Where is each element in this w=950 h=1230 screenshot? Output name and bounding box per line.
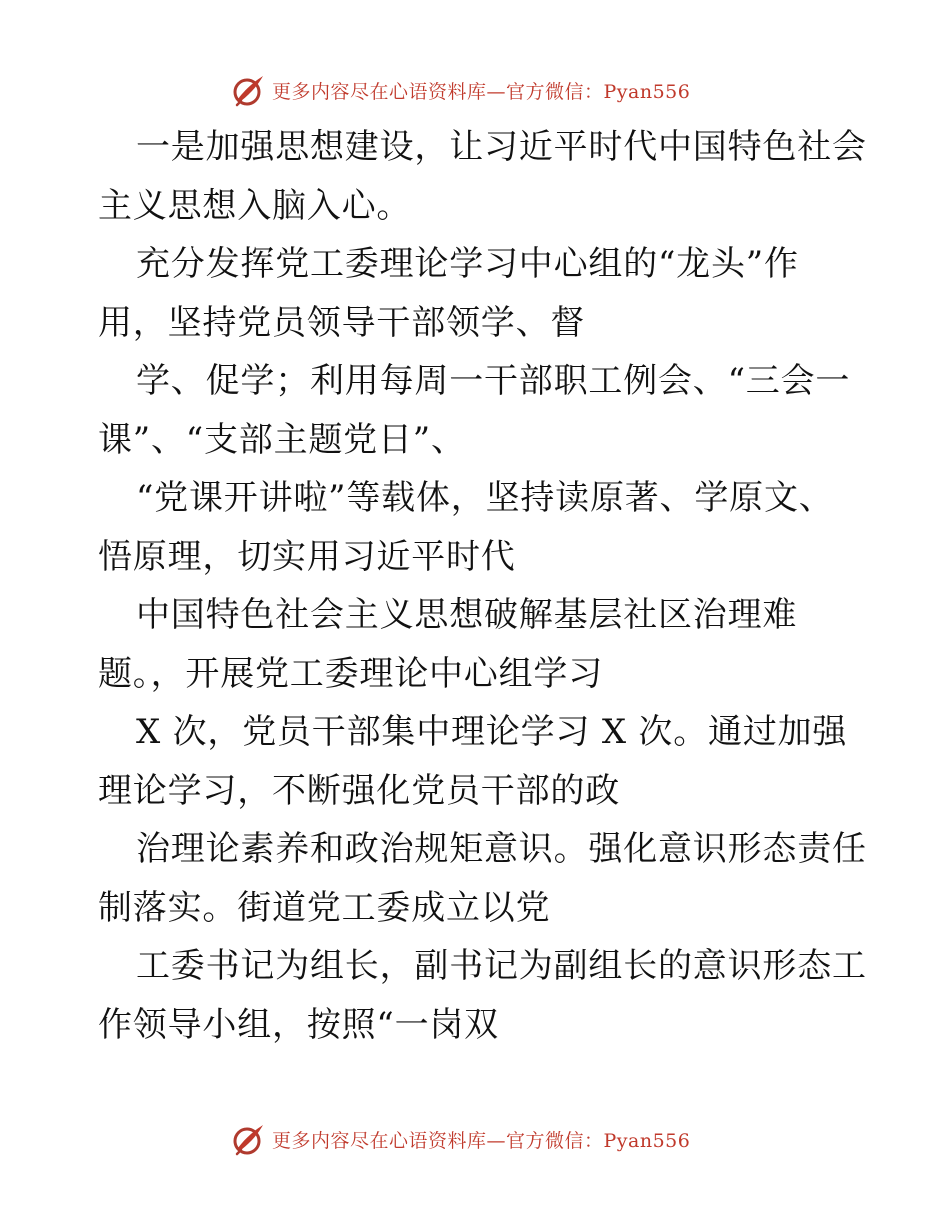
quill-logo-icon bbox=[232, 1122, 266, 1156]
text-line: 学、促学；利用每周一干部职工例会、“三会一 bbox=[136, 361, 851, 401]
text-line: 工委书记为组长，副书记为副组长的意识形态工 bbox=[136, 946, 867, 986]
text-line: 课”、“支部主题党日”、 bbox=[98, 419, 466, 460]
text-line: X 次，党员干部集中理论学习 X 次。通过加强 bbox=[136, 712, 848, 752]
footer-watermark bbox=[232, 1122, 690, 1156]
text-line: 治理论素养和政治规矩意识。强化意识形态责任 bbox=[136, 829, 867, 869]
watermark-text: 更多内容尽在心语资料库—官方微信：Pyan556 bbox=[272, 1129, 691, 1152]
text-line: 制落实。街道党工委成立以党 bbox=[98, 887, 551, 928]
text-line: 题。，开展党工委理论中心组学习 bbox=[98, 653, 603, 694]
header-watermark bbox=[232, 73, 690, 107]
text-line: 一是加强思想建设，让习近平时代中国特色社会 bbox=[136, 127, 867, 167]
text-line: 主义思想入脑入心。 bbox=[98, 185, 412, 226]
watermark-text: 更多内容尽在心语资料库—官方微信：Pyan556 bbox=[272, 80, 691, 103]
text-line: 用，坚持党员领导干部领学、督 bbox=[98, 302, 586, 343]
text-line: 中国特色社会主义思想破解基层社区治理难 bbox=[136, 595, 798, 635]
text-line: 充分发挥党工委理论学习中心组的“龙头”作 bbox=[136, 244, 799, 284]
text-line: 理论学习，不断强化党员干部的政 bbox=[98, 770, 620, 811]
quill-logo-icon bbox=[232, 73, 266, 107]
text-line: 作领导小组，按照“一岗双 bbox=[98, 1004, 499, 1045]
text-line: 悟原理，切实用习近平时代 bbox=[98, 536, 516, 577]
document-body bbox=[98, 118, 867, 1054]
text-line: “党课开讲啦”等载体，坚持读原著、学原文、 bbox=[136, 478, 834, 518]
